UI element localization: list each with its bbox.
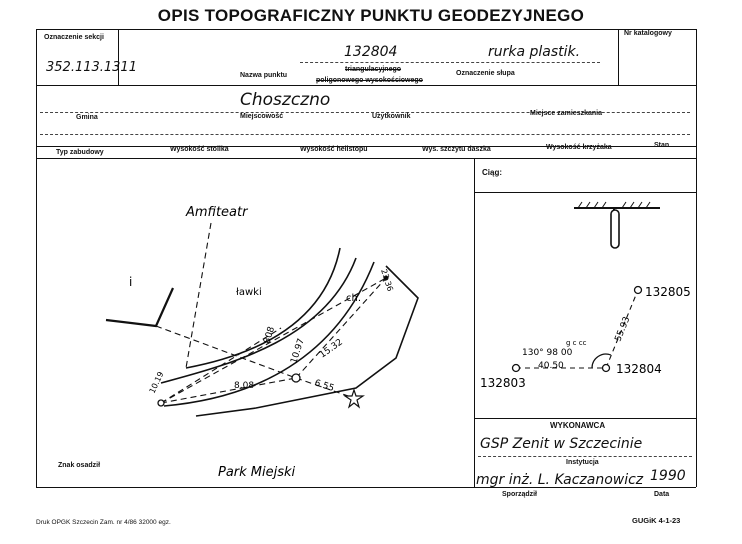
angle-value: 130° 98 00 [522,348,573,358]
cross-height-label: Wysokość krzyżaka [546,144,612,151]
curve-middle [161,258,356,383]
wall-mark-text: i [129,275,133,289]
roof-height-label: Wys. szczytu daszka [422,146,491,153]
point-number: 132804 [344,44,398,60]
institution-label: Instytucja [566,459,599,466]
wall-structure [106,288,173,326]
pt-132805: 132805 [645,285,691,299]
dim-808-top: 808 [262,325,278,345]
polygon-label: poligonowego wysokościowego [316,77,423,84]
curve-upper [186,248,340,368]
prepared-by-value: mgr inż. L. Kaczanowicz [476,472,644,488]
dim-1097: 10.97 [289,337,307,365]
benches-text: ławki [236,287,262,298]
building-type-label: Typ zabudowy [56,149,104,156]
pt-132803: 132803 [480,376,526,390]
institution-value: GSP Zenit w Szczecinie [480,436,643,452]
dim-2336: 23.36 [379,267,395,293]
date-label: Data [654,491,670,498]
ch-text: ch. [346,293,362,304]
location-sketch [36,158,474,487]
traverse-diagram [474,192,696,418]
dim-5593: 55.93 [613,315,633,344]
dim-4050: 40.50 [538,361,564,371]
form-title: OPIS TOPOGRAFICZNY PUNKTU GEODEZYJNEGO [157,6,585,25]
dim-1532: 15.32 [317,337,345,361]
status-label: Stan [654,142,670,149]
section-value: 352.113.1311 [46,60,137,75]
set-by-label: Znak osadził [58,462,101,469]
park-text: Park Miejski [218,465,296,480]
form-code: GUGiK 4-1-23 [632,516,681,525]
prepared-by-label: Sporządził [502,491,538,498]
angle-units: g c cc [566,339,587,347]
pillar-value: rurka plastik. [488,44,581,60]
form-top-border [36,29,696,30]
form-right-border [696,29,697,487]
traverse-label: Ciąg: [482,168,502,177]
locality-label: Miejscowość [240,113,284,120]
pt-132804: 132804 [616,362,662,376]
point-name-label: Nazwa punktu [240,72,288,79]
user-label: Użytkownik [372,113,411,120]
locality-value: Choszczno [240,90,331,110]
amfiteatr-text: Amfiteatr [186,205,248,220]
amfiteatr-line [186,223,211,368]
dim-655: 6.55 [313,378,336,395]
print-info: Druk OPGK Szczecin Zam. nr 4/86 32000 egz. [36,519,171,526]
commune-label: Gmina [76,114,98,121]
catalog-label: Nr katalogowy [624,30,672,37]
section-label: Oznaczenie sekcji [44,34,104,41]
heliport-height-label: Wysokość helistopu [300,146,368,153]
residence-label: Miejsce zamieszkania [530,110,602,117]
contractor-label: WYKONAWCA [550,421,606,430]
date-value: 1990 [650,468,686,484]
dim-808-bottom: 8.08 [234,381,255,391]
star-marker [345,390,363,407]
dim-1019: 10.19 [147,370,166,395]
triangulation-label: triangulacyjnego [345,66,402,73]
pillar-label: Oznaczenie słupa [456,70,515,77]
table-height-label: Wysokość stolika [170,146,229,153]
